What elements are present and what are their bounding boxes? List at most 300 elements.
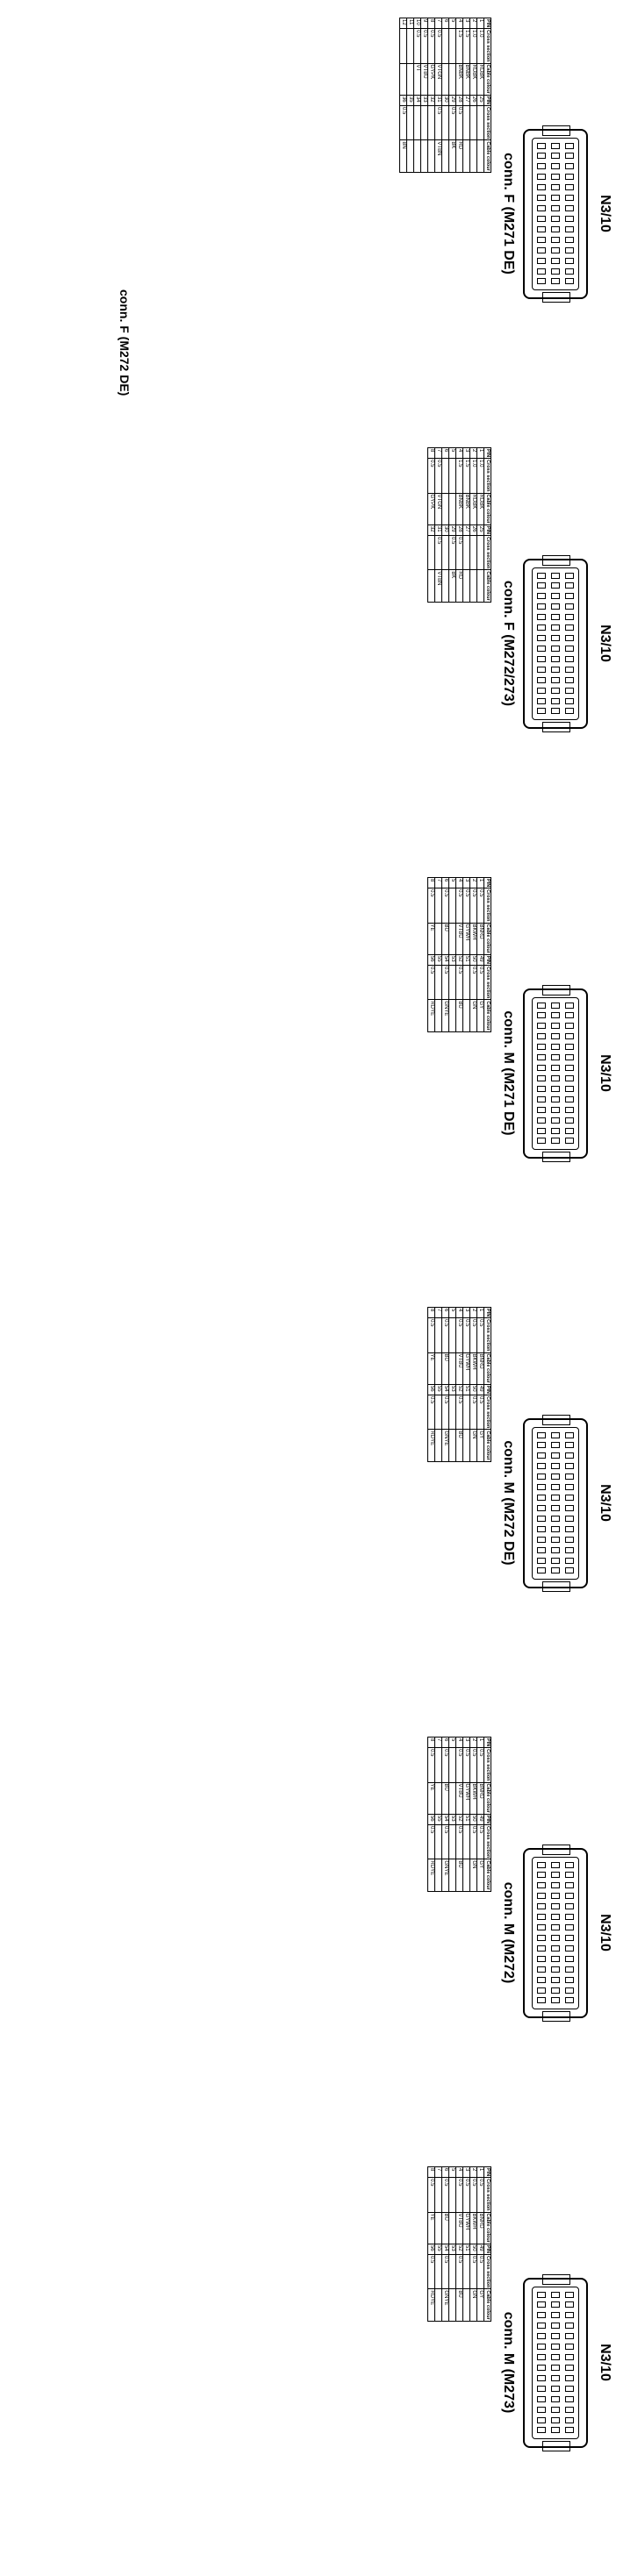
column-header: PIN	[485, 955, 491, 965]
table-cell	[442, 536, 449, 570]
connector-pin	[551, 1526, 560, 1532]
connector-pin	[537, 237, 546, 243]
table-cell: 27	[463, 524, 470, 535]
connector-pin-row	[565, 573, 576, 715]
column-header: Cable colour	[485, 1860, 491, 1890]
table-row	[470, 2167, 477, 2322]
connector-pin	[565, 2417, 574, 2423]
connector-pin	[537, 1997, 546, 2003]
table-cell: YE	[428, 923, 435, 954]
table-cell: GNYE	[442, 1000, 449, 1031]
table-cell: 51	[463, 954, 470, 965]
table-row	[477, 2167, 484, 2322]
pin-table	[427, 1737, 491, 1892]
column-header: Cross section	[485, 2256, 491, 2288]
connector-pin	[537, 2417, 546, 2423]
table-cell	[435, 1395, 442, 1430]
connector-pin	[551, 582, 560, 589]
connector-pin	[565, 2407, 574, 2413]
column-header: Cable colour	[485, 1001, 491, 1031]
pin-table	[427, 2166, 491, 2322]
table-cell: 0.5	[470, 1825, 477, 1859]
column-header: Cross section	[485, 1396, 491, 1429]
table-cell: 0.5	[463, 1748, 470, 1782]
table-cell: 1	[477, 878, 484, 888]
column-header: PIN	[485, 1815, 491, 1824]
connector-pin	[537, 1526, 546, 1532]
table-cell: 0.5	[435, 29, 442, 63]
connector-key	[542, 2011, 570, 2022]
table-cell	[463, 1000, 470, 1031]
table-cell	[435, 1000, 442, 1031]
column-header: Cable colour	[485, 1353, 491, 1383]
connector-pin	[551, 1138, 560, 1144]
connector-pin	[551, 646, 560, 652]
table-cell	[477, 570, 484, 602]
connector-key	[542, 985, 570, 995]
connector-pin	[565, 1003, 574, 1009]
table-cell: GNYE	[442, 2289, 449, 2321]
connector-pin	[551, 258, 560, 264]
table-cell	[421, 140, 428, 172]
column-header: Cross section	[485, 460, 491, 492]
table-cell: BKWH	[470, 1352, 477, 1384]
connector-key	[542, 1845, 570, 1855]
connector-pin	[565, 216, 574, 222]
table-cell	[442, 140, 449, 172]
table-cell: BU	[442, 1782, 449, 1814]
table-cell	[414, 106, 421, 140]
connector-pin	[537, 2292, 546, 2298]
connector-key	[542, 555, 570, 566]
table-cell: 0.5	[421, 29, 428, 63]
connector-pin	[537, 1505, 546, 1511]
section-rotated-content	[0, 430, 623, 857]
connector-key	[542, 1415, 570, 1425]
table-cell: VTBU	[456, 2212, 463, 2244]
table-cell: 51	[463, 2244, 470, 2254]
table-cell: 0.5	[428, 1748, 435, 1782]
connector-pin	[565, 1474, 574, 1480]
connector-pin	[537, 205, 546, 211]
connector-pin	[537, 573, 546, 579]
table-cell: 52	[456, 1814, 463, 1824]
connector-pin	[537, 258, 546, 264]
table-cell: RD	[456, 570, 463, 602]
table-row	[428, 18, 435, 173]
connector-pin	[565, 184, 574, 190]
connector-pin	[537, 2333, 546, 2339]
table-cell: 0.5	[456, 536, 463, 570]
table-cell: 31	[435, 524, 442, 535]
connector-pin	[537, 1065, 546, 1071]
table-cell: 51	[463, 1814, 470, 1824]
table-cell: GY	[477, 1430, 484, 1461]
connector-pin	[551, 1997, 560, 2003]
table-cell	[449, 1748, 456, 1782]
section-rotated-content	[0, 2149, 623, 2576]
section-n3-10-f-m272-273	[0, 430, 623, 857]
table-cell: RDYE	[428, 2289, 435, 2321]
connector-label: conn. M (M272 DE)	[501, 1440, 516, 1566]
connector-pin	[565, 1924, 574, 1930]
connector-pin	[551, 1044, 560, 1050]
table-cell	[428, 106, 435, 140]
table-cell: RDBK	[470, 493, 477, 524]
connector-pin	[565, 153, 574, 159]
table-cell: 0.5	[470, 1395, 477, 1430]
connector-pin	[565, 1537, 574, 1543]
connector-label: conn. M (M271 DE)	[501, 1010, 516, 1136]
table-row	[449, 448, 456, 603]
table-cell: RDBK	[470, 63, 477, 95]
connector-pin	[551, 268, 560, 275]
connector-pin	[565, 1096, 574, 1102]
table-cell	[407, 140, 414, 172]
connector-pin	[537, 247, 546, 253]
table-cell: 0.5	[470, 1748, 477, 1782]
table-cell: BN	[400, 140, 407, 172]
table-cell: GYWH	[463, 923, 470, 954]
table-cell: 11	[407, 18, 414, 29]
column-header: PIN	[485, 96, 491, 105]
connector-pin	[537, 1044, 546, 1050]
pin-table-header	[484, 878, 491, 1032]
table-row	[449, 878, 456, 1032]
table-cell: 1.0	[470, 459, 477, 493]
connector-pin	[565, 174, 574, 180]
pin-table-header	[484, 2167, 491, 2322]
connector-pin	[565, 646, 574, 652]
table-row	[470, 18, 477, 173]
connector-pin	[565, 1558, 574, 1564]
table-cell: BNRD	[477, 923, 484, 954]
pin-table-header	[484, 18, 491, 173]
connector-pin	[537, 1872, 546, 1878]
connector-pin	[551, 1862, 560, 1868]
connector-pin	[551, 1463, 560, 1469]
table-cell: 0.5	[477, 1748, 484, 1782]
connector-pin	[551, 1442, 560, 1448]
table-row	[414, 18, 421, 173]
table-cell: 52	[456, 2244, 463, 2254]
table-cell: 0.5	[477, 888, 484, 923]
table-cell: GN	[470, 1859, 477, 1891]
connector-key	[542, 2274, 570, 2285]
connector-pin	[537, 1086, 546, 1092]
connector-pin	[537, 1495, 546, 1501]
connector-pin	[537, 226, 546, 232]
table-row	[428, 1738, 435, 1892]
connector-pin-row	[551, 2292, 562, 2434]
table-cell: 54	[442, 1384, 449, 1395]
connector-pin	[565, 1107, 574, 1113]
column-header: Cable colour	[485, 494, 491, 524]
connector-pin	[565, 2354, 574, 2360]
column-header: Cross section	[485, 2179, 491, 2211]
connector-pin	[565, 1452, 574, 1459]
table-row	[449, 1308, 456, 1462]
section-n3-10-m-m271	[0, 860, 623, 1287]
connector-pin	[565, 1862, 574, 1868]
table-cell: 5	[449, 878, 456, 888]
connector-pin	[537, 1096, 546, 1102]
table-cell: 8	[428, 1308, 435, 1318]
table-cell: 0.5	[428, 1318, 435, 1352]
connector-diagram	[523, 1418, 588, 1588]
table-cell	[463, 966, 470, 1000]
connector-pin	[551, 603, 560, 610]
table-row	[449, 1738, 456, 1892]
table-cell: 55	[435, 1384, 442, 1395]
table-row	[456, 1738, 463, 1892]
table-cell: 0.5	[428, 29, 435, 63]
section-title: N3/10	[598, 1054, 612, 1092]
table-cell: 1	[477, 1738, 484, 1748]
table-cell: 0.5	[477, 1825, 484, 1859]
table-cell: 0.5	[477, 1395, 484, 1430]
table-cell	[449, 2255, 456, 2289]
table-row	[456, 1308, 463, 1462]
table-row	[463, 878, 470, 1032]
column-header: Cross section	[485, 1826, 491, 1859]
connector-pin	[565, 1547, 574, 1553]
table-cell: BU	[442, 1352, 449, 1384]
table-cell	[449, 1859, 456, 1891]
connector-pin	[537, 688, 546, 694]
connector-pin	[565, 2365, 574, 2371]
connector-pin	[565, 1987, 574, 1994]
connector-label: conn. F (M272/273)	[501, 580, 516, 707]
table-cell: 55	[435, 2244, 442, 2254]
table-cell: 0.5	[428, 459, 435, 493]
table-cell: 12	[400, 18, 407, 29]
table-cell: 8	[428, 878, 435, 888]
table-cell: 2	[470, 448, 477, 459]
table-row	[463, 1308, 470, 1462]
table-cell: 1.5	[463, 459, 470, 493]
table-cell: 30	[442, 524, 449, 535]
connector-pin	[537, 1914, 546, 1920]
table-cell: 3	[463, 1308, 470, 1318]
table-cell	[435, 2178, 442, 2212]
connector-pin-row	[565, 1003, 576, 1145]
table-cell: BNRD	[477, 1782, 484, 1814]
connector-pin	[565, 1432, 574, 1438]
connector-label: conn. F (M272 DE)	[118, 289, 132, 396]
connector-pin	[551, 1987, 560, 1994]
connector-pin	[565, 237, 574, 243]
connector-pin	[565, 2323, 574, 2329]
connector-pin-row	[537, 2292, 548, 2434]
connector-pin	[551, 2407, 560, 2413]
table-cell: 4	[456, 878, 463, 888]
table-cell: 0.5	[456, 2255, 463, 2289]
table-cell: 0.5	[442, 1318, 449, 1352]
table-row	[477, 1738, 484, 1892]
connector-pin	[551, 2354, 560, 2360]
connector-pin	[537, 278, 546, 284]
table-row	[470, 878, 477, 1032]
table-cell	[463, 536, 470, 570]
table-cell: 0.5	[428, 2255, 435, 2289]
table-cell	[435, 1430, 442, 1461]
connector-pin	[537, 1452, 546, 1459]
connector-pin	[551, 1558, 560, 1564]
connector-pin	[537, 1924, 546, 1930]
table-cell: 51	[463, 1384, 470, 1395]
column-header: Cable colour	[485, 924, 491, 953]
table-cell: 3	[463, 18, 470, 29]
table-cell	[449, 888, 456, 923]
connector-pin	[565, 143, 574, 149]
column-header: Cable colour	[485, 571, 491, 601]
table-cell	[470, 570, 477, 602]
connector-pin	[565, 258, 574, 264]
table-cell: RDYE	[428, 1430, 435, 1461]
table-cell: 5	[449, 1308, 456, 1318]
connector-pin	[565, 1075, 574, 1081]
connector-pin-row	[551, 573, 562, 715]
table-cell	[449, 923, 456, 954]
connector-diagram	[523, 1848, 588, 2018]
connector-pin	[551, 2386, 560, 2392]
table-cell: GNYE	[442, 1430, 449, 1461]
table-cell: 55	[435, 1814, 442, 1824]
connector-pin	[565, 603, 574, 610]
connector-pin-row	[565, 1432, 576, 1574]
connector-pin	[565, 1442, 574, 1448]
connector-pin	[537, 163, 546, 169]
table-cell: 8	[428, 1738, 435, 1748]
pin-table	[427, 1307, 491, 1462]
section-title: N3/10	[598, 195, 612, 232]
connector-pin	[551, 1547, 560, 1553]
connector-pin	[551, 226, 560, 232]
table-row	[442, 1738, 449, 1892]
table-cell: 4	[456, 448, 463, 459]
connector-pin	[565, 1086, 574, 1092]
table-cell: 50	[470, 954, 477, 965]
connector-pin	[551, 2292, 560, 2298]
table-cell: VTGN	[435, 493, 442, 524]
table-cell: 0.5	[442, 2255, 449, 2289]
connector-pin	[537, 1893, 546, 1899]
pin-table	[427, 877, 491, 1032]
table-cell	[442, 570, 449, 602]
column-header: Cable colour	[485, 2290, 491, 2320]
table-cell: 56	[428, 1384, 435, 1395]
table-cell: 28	[456, 95, 463, 105]
table-row	[428, 2167, 435, 2322]
table-cell: BU	[442, 923, 449, 954]
connector-pin	[551, 1432, 560, 1438]
connector-pin	[565, 2312, 574, 2318]
column-header: Cross section	[485, 537, 491, 569]
table-cell: 6	[442, 878, 449, 888]
table-cell: 33	[421, 95, 428, 105]
table-row	[442, 18, 449, 173]
connector-pin	[537, 1463, 546, 1469]
connector-pin	[565, 1903, 574, 1909]
section-title: N3/10	[598, 2344, 612, 2381]
table-cell: 0.5	[442, 966, 449, 1000]
table-cell: 3	[463, 1738, 470, 1748]
table-cell	[449, 2212, 456, 2244]
connector-pin	[537, 268, 546, 275]
column-header: Cable colour	[485, 1783, 491, 1813]
table-cell: 1.5	[463, 29, 470, 63]
table-row	[456, 18, 463, 173]
column-header: Cable colour	[485, 141, 491, 171]
section-n3-10-f-m271	[0, 0, 623, 427]
column-header: Cross section	[485, 967, 491, 999]
table-cell: BU	[456, 1859, 463, 1891]
table-row	[442, 2167, 449, 2322]
table-cell	[435, 1825, 442, 1859]
connector-pin	[565, 1463, 574, 1469]
table-cell	[435, 923, 442, 954]
table-cell: 0.5	[456, 966, 463, 1000]
table-cell: 53	[449, 954, 456, 965]
connector-pin	[537, 667, 546, 673]
connector-pin	[537, 646, 546, 652]
table-cell: RDYE	[428, 1000, 435, 1031]
connector-pin	[565, 1012, 574, 1018]
pin-table	[427, 447, 491, 603]
table-cell	[428, 140, 435, 172]
connector-label: conn. M (M273)	[501, 2311, 516, 2414]
connector-pin	[551, 2396, 560, 2402]
table-cell: 4	[456, 1308, 463, 1318]
section-rotated-content	[0, 0, 623, 427]
connector-pin	[537, 1945, 546, 1952]
connector-pin	[537, 2344, 546, 2350]
table-cell: BNRD	[477, 2212, 484, 2244]
connector-pin	[537, 1862, 546, 1868]
connector-pin	[565, 1882, 574, 1888]
table-row	[435, 2167, 442, 2322]
table-cell: GYPK	[428, 63, 435, 95]
column-header: PIN	[485, 1385, 491, 1395]
connector-pin	[537, 143, 546, 149]
table-cell: 4	[456, 2167, 463, 2178]
connector-pin	[537, 2323, 546, 2329]
connector-pin	[565, 205, 574, 211]
table-row	[435, 1308, 442, 1462]
connector-pin	[565, 635, 574, 641]
connector-pin	[565, 1117, 574, 1124]
connector-pin	[537, 2407, 546, 2413]
table-cell: BKWH	[470, 923, 477, 954]
column-header: Cable colour	[485, 2213, 491, 2243]
table-cell	[407, 63, 414, 95]
column-header: Cross section	[485, 107, 491, 139]
table-cell: 3	[463, 2167, 470, 2178]
table-cell	[449, 2178, 456, 2212]
connector-pin	[551, 2427, 560, 2433]
column-header: PIN	[485, 879, 491, 888]
table-cell: 0.5	[470, 2178, 477, 2212]
table-cell: 30	[442, 95, 449, 105]
table-cell	[477, 536, 484, 570]
connector-pin	[551, 1903, 560, 1909]
connector-pin	[565, 698, 574, 704]
connector-pin	[551, 143, 560, 149]
table-cell: YE	[428, 1782, 435, 1814]
table-cell: 1.0	[477, 459, 484, 493]
table-cell	[442, 106, 449, 140]
